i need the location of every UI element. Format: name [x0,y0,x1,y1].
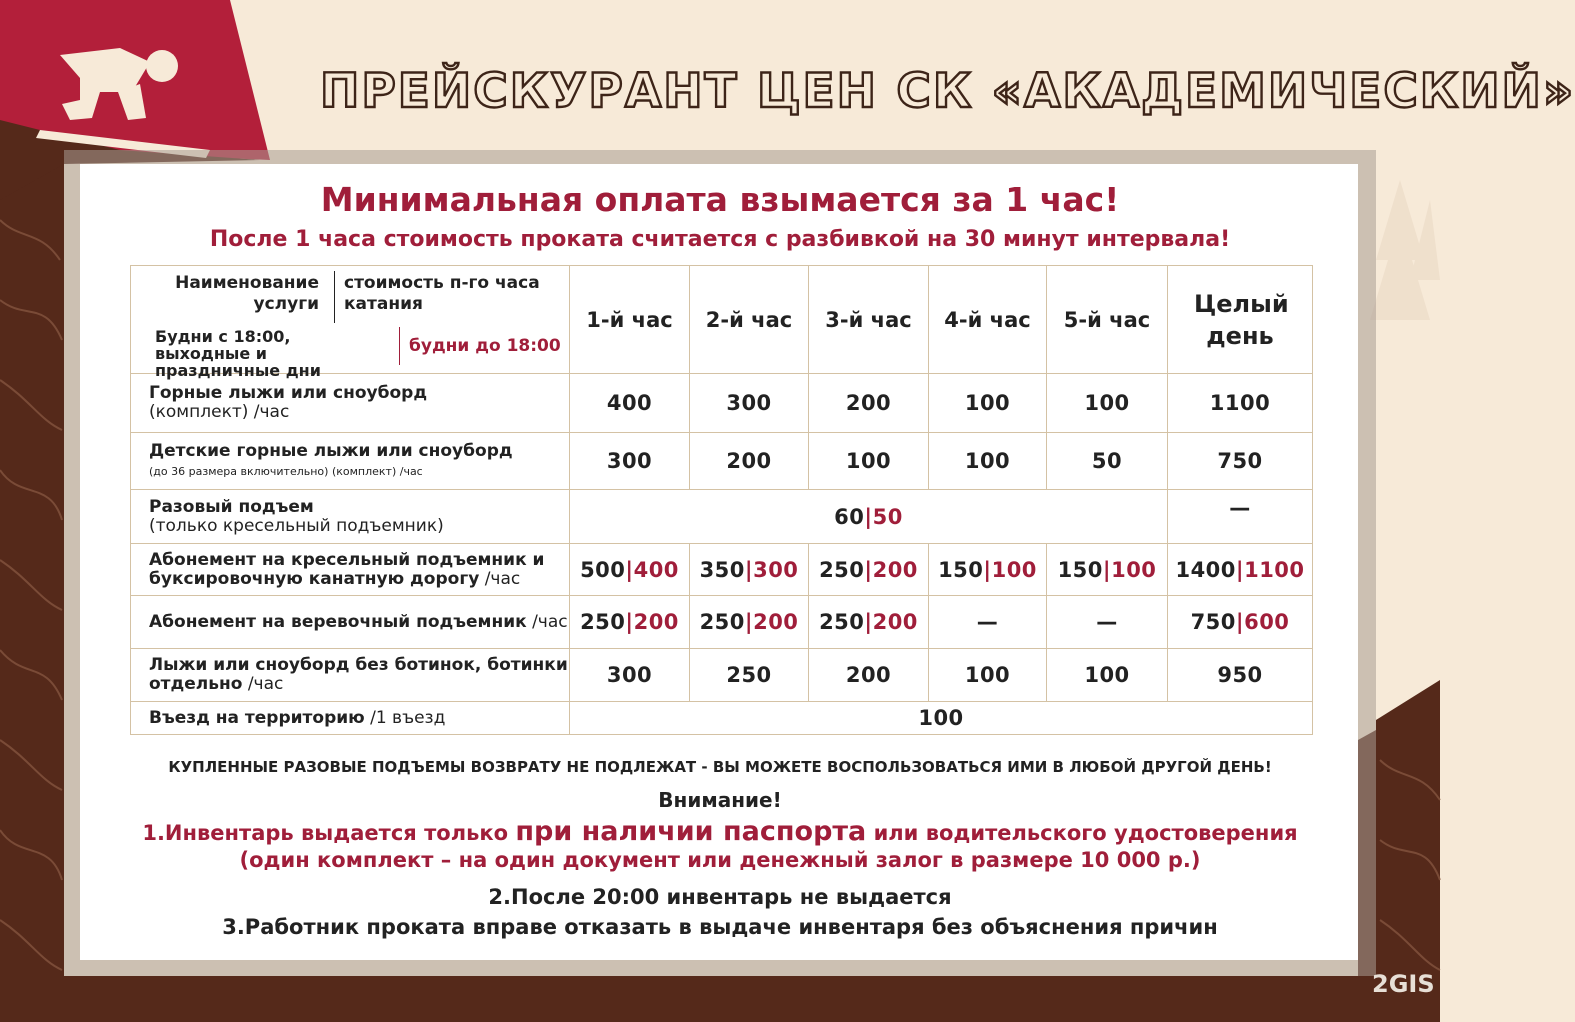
price-cell: 300 [570,649,690,702]
row-name: Разовый подъем [149,496,314,517]
service-name [131,490,570,544]
price-cell [570,544,690,596]
rule-1-emphasis: при наличии паспорта [515,816,867,847]
row-name: Въезд на территорию [149,707,365,728]
row-unit: (только кресельный подъемник) [149,515,444,536]
price-alt: 50 [872,504,903,529]
price-cell-merged: 100 [570,702,1313,735]
price-cell: 1100 [1168,374,1313,433]
table-row [131,596,1313,649]
price-alt: 1100 [1244,557,1305,582]
row-name: Детские горные лыжи или сноуборд [149,440,513,461]
row-unit: /час [532,611,568,632]
price-cell: — [1168,490,1313,544]
price-cell: 50 [1047,433,1168,490]
table-row [131,374,1313,433]
row-name: Лыжи или сноуборд без ботинок, ботинки отдельно [149,655,568,694]
row-unit: (до 36 размера включительно) (комплект) /час [149,464,423,478]
service-name [131,544,570,596]
price-main: 250 [819,557,865,582]
price-cell [1168,544,1313,596]
price-cell: 100 [929,433,1047,490]
service-name [131,374,570,433]
price-cell: 100 [929,649,1047,702]
col-header-5: 5-й час [1047,266,1168,374]
price-cell: — [1047,596,1168,649]
price-main: 150 [938,557,984,582]
price-separator: | [1235,557,1245,582]
row-unit: /1 въезд [370,707,446,728]
service-name [131,596,570,649]
price-separator: | [1102,557,1112,582]
rule-1-part-c: или водительского удостоверения [866,821,1298,845]
price-cell: 950 [1168,649,1313,702]
price-cell: 200 [809,374,929,433]
row-unit: /час [247,674,284,694]
table-row [131,702,1313,735]
price-cell: 250 [690,649,809,702]
price-cell: 300 [570,433,690,490]
price-separator: | [983,557,992,582]
price-cell: 300 [690,374,809,433]
price-cell [570,596,690,649]
price-cell: 100 [1047,649,1168,702]
price-main: 250 [699,610,745,634]
price-separator: | [744,610,754,634]
price-cell [929,544,1047,596]
table-row [131,433,1313,490]
price-main: 500 [580,557,626,582]
price-alt: 200 [872,557,918,582]
row-unit: (комплект) /час [149,402,290,422]
header-divider [334,271,335,323]
col-header-day: Целый день [1168,266,1313,374]
price-alt: 400 [633,557,679,582]
price-alt: 600 [1244,610,1290,634]
price-cell: 100 [1047,374,1168,433]
price-cell [690,544,809,596]
col-header-2: 2-й час [690,266,809,374]
price-alt: 300 [753,557,799,582]
header-cell-service [131,266,570,380]
price-separator: | [864,504,873,529]
row-name: Горные лыжи или сноуборд [149,383,428,403]
col-header-3: 3-й час [809,266,929,374]
col-header-4: 4-й час [929,266,1047,374]
rule-1-deposit: (один комплект – на один документ или денежный залог в размере 10 000 р.) [239,848,1201,872]
table-row [131,544,1313,596]
weekend-label: Будни с 18:00, выходные и праздничные дни [155,326,321,380]
headline: Минимальная оплата взымается за 1 час! [320,180,1120,219]
table-row [131,490,1313,544]
attention-heading: Внимание! [658,788,782,812]
rule-1 [0,818,1440,874]
table-row [131,649,1313,702]
price-cell [809,596,929,649]
rule-3: 3.Работник проката вправе отказать в выдаче инвентаря без объяснения причин [222,915,1218,939]
price-cell-merged [570,490,1168,544]
price-cell [809,544,929,596]
price-separator: | [1235,610,1245,634]
row-name: Абонемент на веревочный подъемник [149,611,527,632]
price-cell: 100 [929,374,1047,433]
price-cell: — [929,596,1047,649]
price-main: 60 [834,504,865,529]
page-title: ПРЕЙСКУРАНТ ЦЕН СК «АКАДЕМИЧЕСКИЙ» [320,64,1575,119]
price-cell [690,596,809,649]
service-name [131,702,570,735]
price-alt: 200 [753,610,799,634]
price-alt: 100 [991,557,1037,582]
price-alt: 100 [1111,557,1157,582]
rule-2: 2.После 20:00 инвентарь не выдается [488,885,952,909]
watermark: 2GIS [1372,970,1435,998]
price-alt: 200 [872,610,918,634]
price-main: 150 [1057,557,1103,582]
price-table [130,265,1313,735]
price-cell: 200 [809,649,929,702]
price-cell [1047,544,1168,596]
price-cell: 750 [1168,433,1313,490]
weekday-label: будни до 18:00 [399,327,561,365]
table-header-row [131,266,1313,374]
cost-label: стоимость п-го часа катания [344,272,540,314]
rule-1-part-a: 1.Инвентарь выдается только [142,821,516,845]
service-name [131,433,570,490]
price-main: 250 [819,610,865,634]
price-separator: | [625,557,634,582]
service-label: Наименование услуги [175,272,319,314]
price-separator: | [625,610,634,634]
col-header-1: 1-й час [570,266,690,374]
refund-notice: КУПЛЕННЫЕ РАЗОВЫЕ ПОДЪЕМЫ ВОЗВРАТУ НЕ ПОДЛЕЖАТ - ВЫ МОЖЕТЕ ВОСПОЛЬЗОВАТЬСЯ ИМИ В ЛЮБОЙ ДРУГОЙ ДЕНЬ! [168,758,1272,776]
price-main: 750 [1190,610,1236,634]
price-main: 1400 [1175,557,1236,582]
subheadline: После 1 часа стоимость проката считается с разбивкой на 30 минут интервала! [209,227,1231,252]
price-separator: | [864,557,873,582]
price-separator: | [864,610,873,634]
price-cell: 400 [570,374,690,433]
price-cell [1168,596,1313,649]
row-name: Абонемент на кресельный подъемник и буксировочную канатную дорогу [149,549,545,589]
price-cell: 200 [690,433,809,490]
row-unit: /час [484,568,521,589]
price-main: 350 [699,557,745,582]
price-alt: 200 [633,610,679,634]
price-separator: | [744,557,754,582]
price-main: 250 [580,610,626,634]
service-name [131,649,570,702]
price-cell: 100 [809,433,929,490]
